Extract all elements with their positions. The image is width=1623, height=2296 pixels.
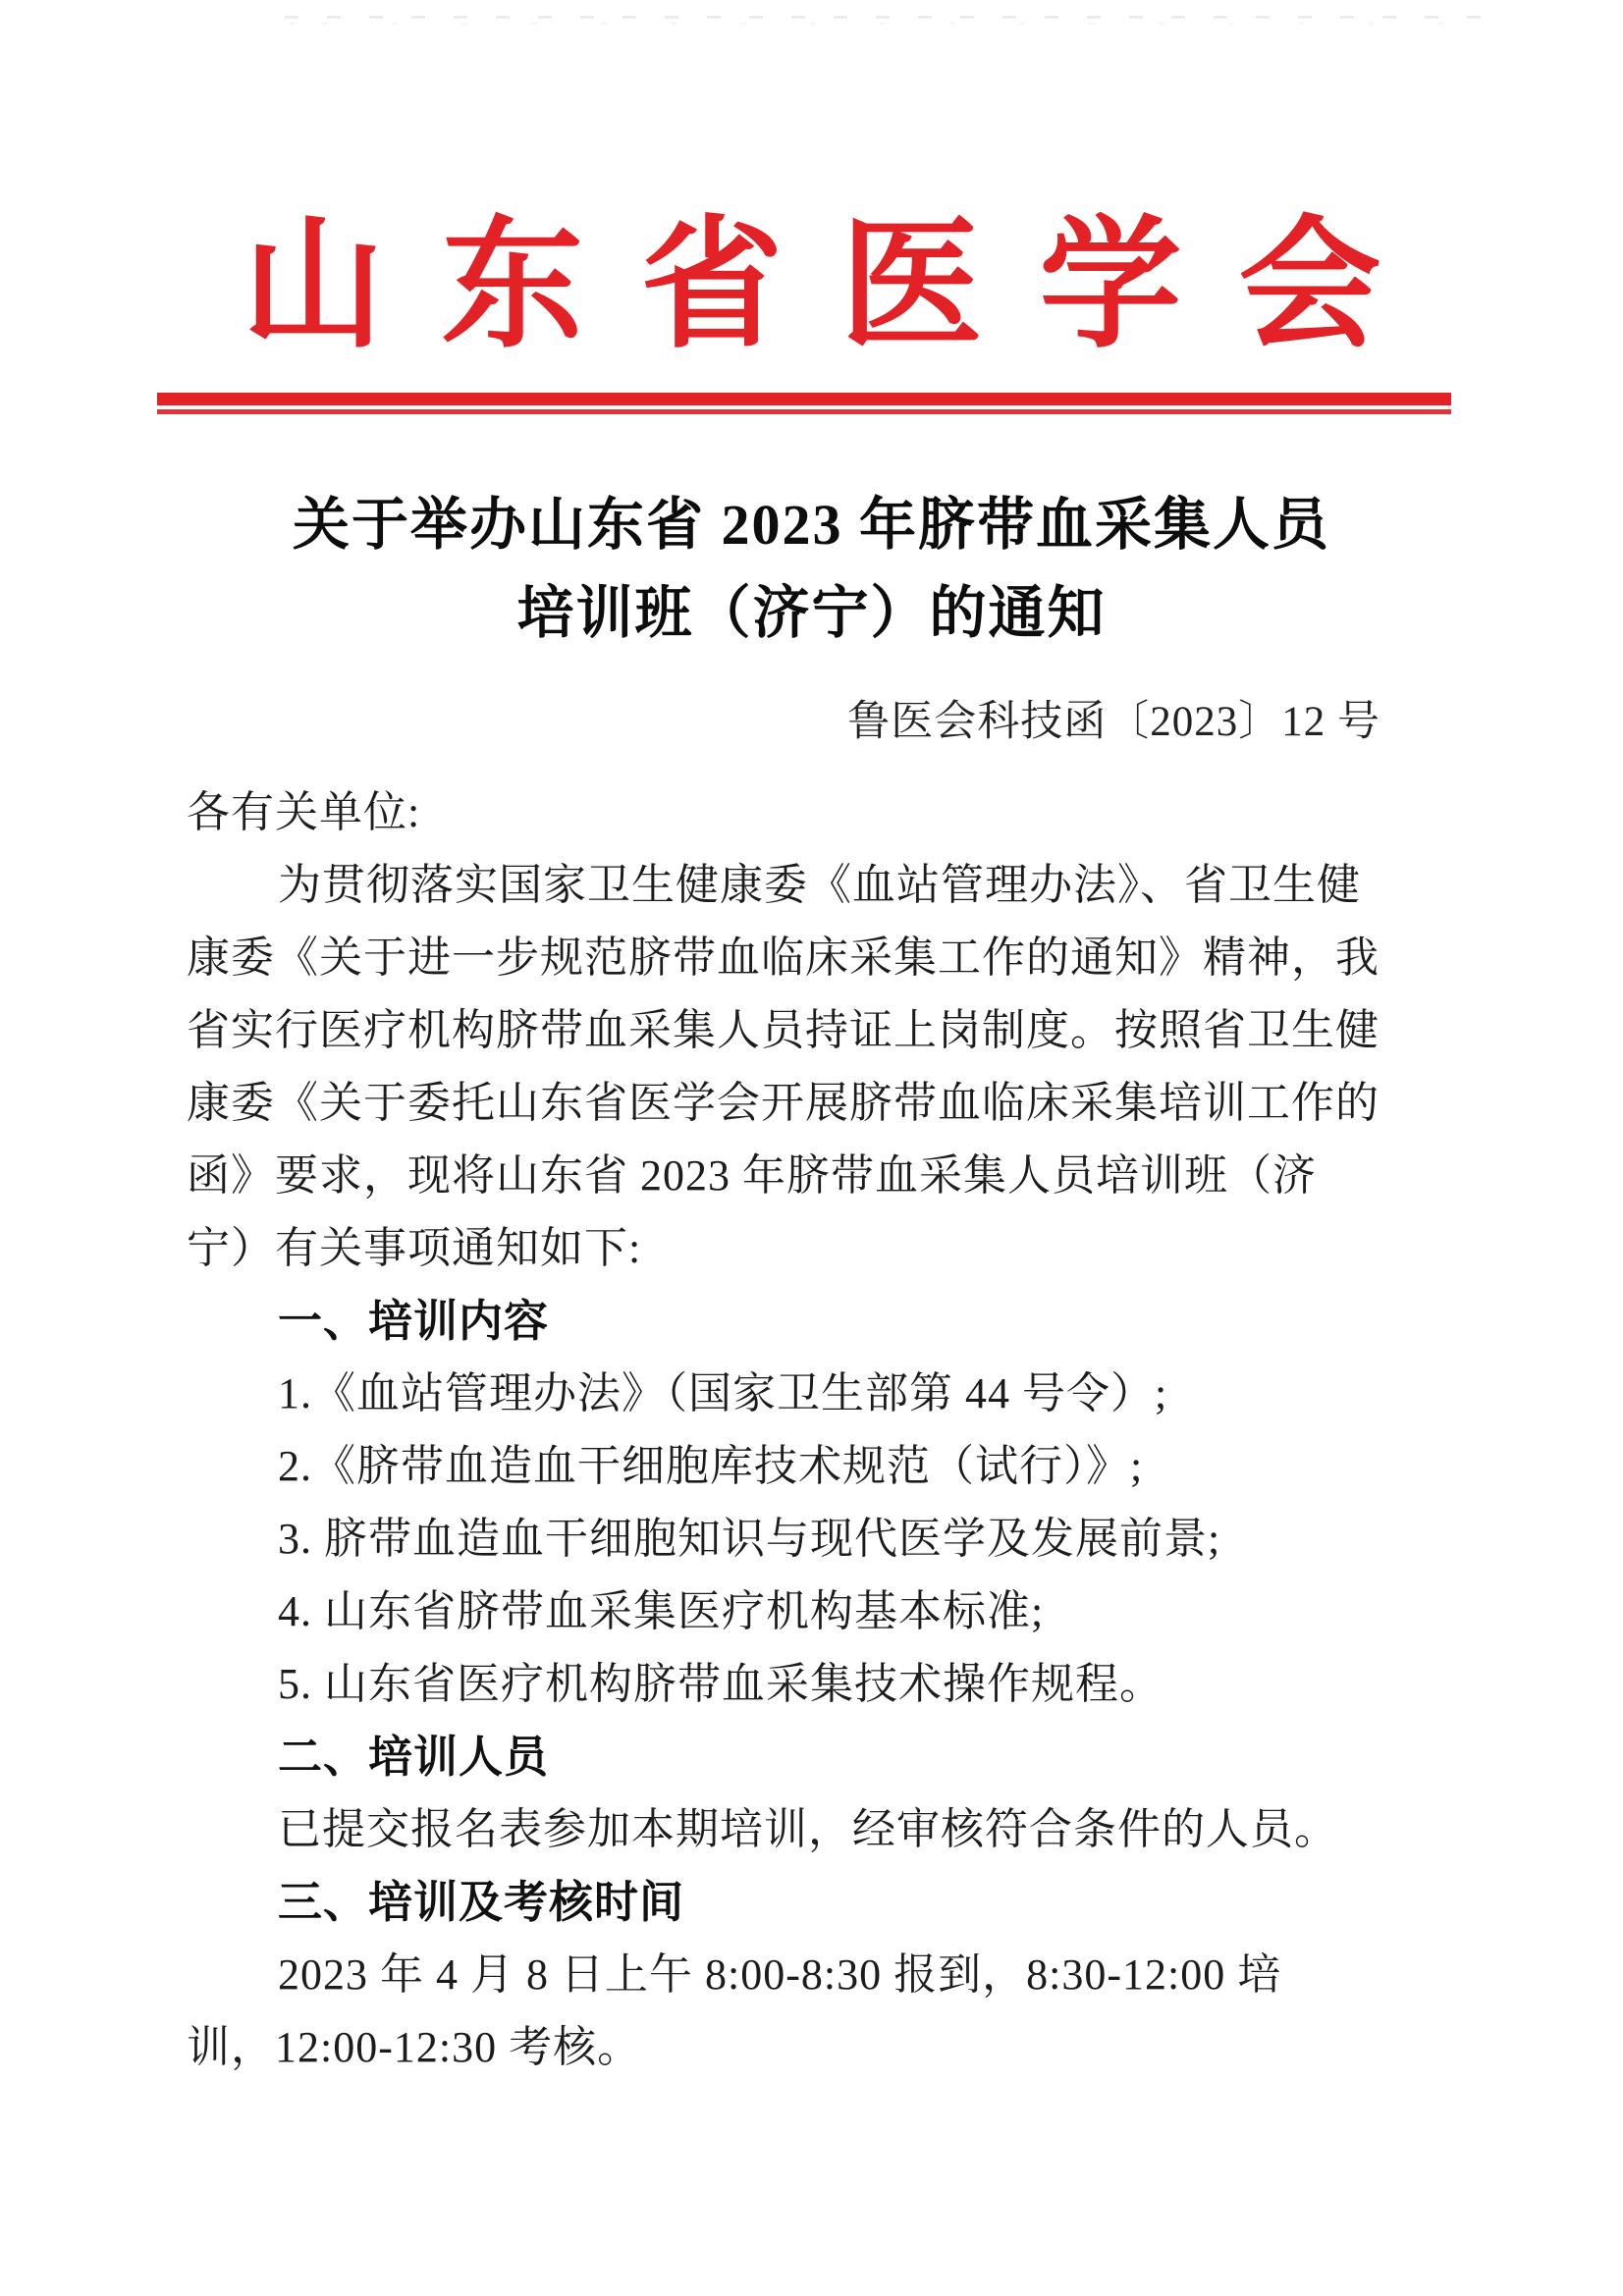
trainees-line: 已提交报名表参加本期培训，经审核符合条件的人员。 <box>278 1805 1338 1853</box>
heading-trainees: 二、培训人员 <box>278 1731 550 1783</box>
scan-artifact <box>285 14 1502 27</box>
letterhead-divider <box>157 393 1451 414</box>
document-number: 鲁医会科技函〔2023〕12 号 <box>847 699 1380 745</box>
heading-training-content: 一、培训内容 <box>278 1295 550 1347</box>
training-item-4: 4. 山东省脐带血采集医疗机构基本标准; <box>278 1587 1045 1635</box>
divider-thin-line <box>157 409 1451 414</box>
letterhead-org-name: 山东省医学会 <box>242 208 1438 365</box>
para1-line-4: 康委《关于委托山东省医学会开展脐带血临床采集培训工作的 <box>187 1079 1380 1127</box>
training-item-5: 5. 山东省医疗机构脐带血采集技术操作规程。 <box>278 1660 1163 1708</box>
divider-thick-line <box>157 393 1451 405</box>
para1-line-3: 省实行医疗机构脐带血采集人员持证上岗制度。按照省卫生健 <box>187 1006 1380 1054</box>
training-item-2: 2.《脐带血造血干细胞库技术规范（试行）》; <box>278 1442 1144 1490</box>
para1-line-1: 为贯彻落实国家卫生健康委《血站管理办法》、省卫生健 <box>278 861 1361 909</box>
para1-line-5: 函》要求，现将山东省 2023 年脐带血采集人员培训班（济 <box>187 1151 1317 1200</box>
schedule-line-2: 训，12:00-12:30 考核。 <box>187 2023 642 2071</box>
para1-line-6: 宁）有关事项通知如下: <box>187 1224 642 1272</box>
salutation: 各有关单位: <box>187 788 421 836</box>
training-item-3: 3. 脐带血造血干细胞知识与现代医学及发展前景; <box>278 1515 1221 1563</box>
document-body <box>187 776 1414 2084</box>
document-title <box>0 481 1623 658</box>
training-item-1: 1.《血站管理办法》（国家卫生部第 44 号令）; <box>278 1369 1168 1417</box>
title-line-1: 关于举办山东省 2023 年脐带血采集人员 <box>292 493 1330 557</box>
schedule-line-1: 2023 年 4 月 8 日上午 8:00-8:30 报到，8:30-12:00 培 <box>278 1950 1282 1999</box>
para1-line-2: 康委《关于进一步规范脐带血临床采集工作的通知》精神，我 <box>187 934 1380 982</box>
title-line-2: 培训班（济宁）的通知 <box>516 581 1107 645</box>
heading-schedule: 三、培训及考核时间 <box>278 1876 685 1928</box>
